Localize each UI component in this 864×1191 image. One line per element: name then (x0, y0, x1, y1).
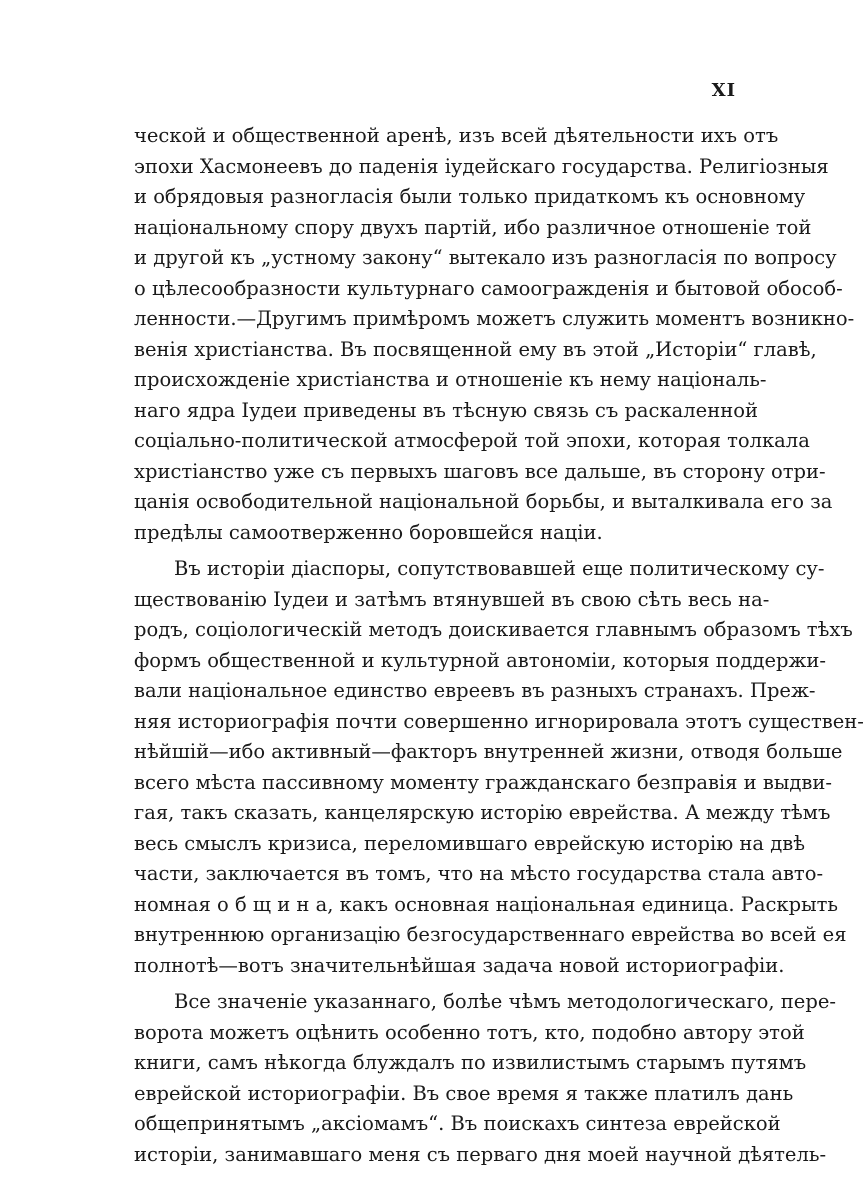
text-line: христіанство уже съ первыхъ шаговъ все дальше, въ сторону отри- (134, 459, 826, 483)
text-line: вали національное единство евреевъ въ разныхъ странахъ. Преж- (134, 679, 816, 702)
text-line: части, заключается въ томъ, что на мѣсто государства стала авто- (134, 862, 824, 885)
text-line: всего мѣста пассивному моменту гражданскаго безправія и выдви- (134, 770, 832, 794)
text-line: исторіи, занимавшаго меня съ перваго дня моей научной дѣятель- (134, 1142, 827, 1166)
text-line: родъ, соціологическій методъ доискивается главнымъ образомъ тѣхъ (134, 618, 853, 641)
text-line: цанія освободительной національной борьбы, и выталкивала его за (134, 490, 833, 513)
text-line: венія христіанства. Въ посвященной ему въ этой „Исторіи“ главѣ, (134, 337, 817, 361)
text-line: соціально-политической атмосферой той эпохи, которая толкала (134, 429, 810, 452)
text-line: національному спору двухъ партій, ибо различное отношеніе той (134, 215, 812, 239)
text-line: внутреннюю организацію безгосударственнаго еврейства во всей ея (134, 923, 847, 946)
text-line: ворота можетъ оцѣнить особенно тотъ, кто, подобно автору этой (134, 1020, 805, 1044)
text-line: и другой къ „устному закону“ вытекало изъ разногласія по вопросу (134, 246, 837, 269)
text-line: формъ общественной и культурной автономіи, которыя поддержи- (134, 648, 827, 672)
text-line: Все значеніе указаннаго, болѣе чѣмъ методологическаго, пере- (174, 990, 836, 1013)
text-line: няя историографія почти совершенно игнорировала этотъ существен- (134, 709, 864, 733)
text-line: Въ исторіи діаспоры, сопутствовавшей еще политическому су- (174, 557, 825, 580)
paragraph (134, 554, 864, 981)
text-line: о цѣлесообразности культурнаго самоогражденія и бытовой обособ- (134, 276, 843, 300)
text-line: весь смыслъ кризиса, переломившаго еврейскую исторію на двѣ (134, 831, 805, 855)
text-line: книги, самъ нѣкогда блуждалъ по извилистымъ старымъ путямъ (134, 1051, 807, 1074)
text-line: эпохи Хасмонеевъ до паденія іудейскаго государства. Религіозныя (134, 154, 829, 178)
text-line: номная о б щ и н а, какъ основная національная единица. Раскрыть (134, 892, 838, 916)
text-line: и обрядовыя разногласія были только придаткомъ къ основному (134, 185, 806, 208)
paragraph (134, 121, 855, 548)
text-line: полнотѣ—вотъ значительнѣйшая задача новой историографіи. (134, 953, 785, 977)
text-line: гая, такъ сказать, канцелярскую исторію еврейства. А между тѣмъ (134, 801, 831, 824)
text-line: еврейской историографіи. Въ свое время я также платилъ дань (134, 1081, 794, 1105)
text-line: происхожденіе христіанства и отношеніе къ нему національ- (134, 368, 767, 391)
text-line: ществованію Іудеи и затѣмъ втянувшей въ свою сѣть весь на- (134, 587, 770, 611)
text-line: наго ядра Іудеи приведены въ тѣсную связь съ раскаленной (134, 398, 758, 422)
text-line: ленности.—Другимъ примѣромъ можетъ служить моментъ возникно- (134, 307, 855, 330)
text-line: общепринятымъ „аксіомамъ“. Въ поискахъ синтеза еврейской (134, 1112, 781, 1135)
text-line: ческой и общественной аренѣ, изъ всей дѣятельности ихъ отъ (134, 124, 779, 147)
text-line: нѣйшій—ибо активный—факторъ внутренней жизни, отводя больше (134, 740, 843, 763)
body-text (134, 121, 864, 1170)
paragraph (134, 987, 836, 1170)
page-number: XI (711, 80, 736, 101)
text-line: предѣлы самоотверженно боровшейся націи. (134, 520, 603, 544)
